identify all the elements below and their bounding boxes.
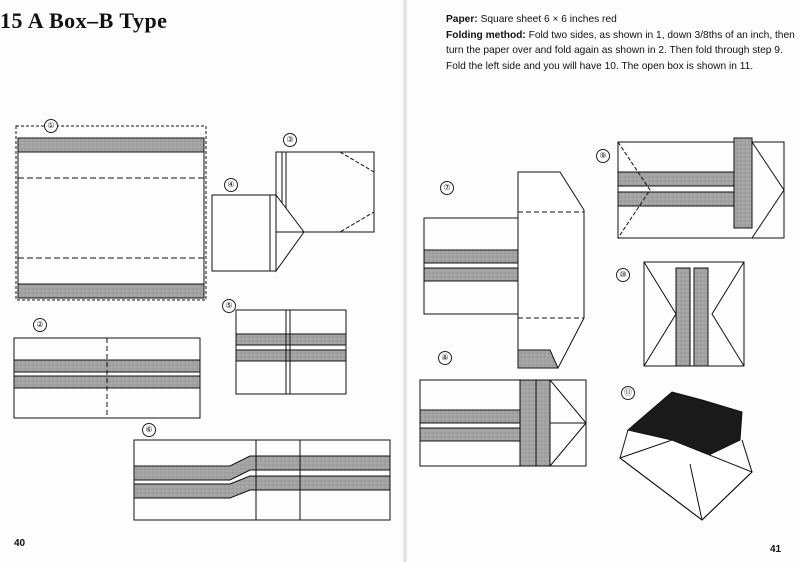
step-marker-2: ② bbox=[33, 318, 47, 332]
diagram-step-10 bbox=[644, 262, 744, 366]
step-marker-6: ⑥ bbox=[142, 423, 156, 437]
diagram-step-9 bbox=[618, 138, 784, 238]
diagram-step-1 bbox=[16, 126, 206, 300]
diagram-step-7 bbox=[424, 172, 584, 368]
method-text: Fold two sides, as shown in 1, down 3/8ths of an inch, then turn the paper over and fold again as shown in 2. Then fold through step 9. Fold the left side and you will have 10. The open box is shown in 11. bbox=[446, 29, 795, 72]
page-number-left: 40 bbox=[14, 538, 26, 549]
diagram-step-8 bbox=[420, 380, 586, 466]
step-marker-11: ⑪ bbox=[621, 386, 635, 400]
paper-label: Paper: bbox=[446, 14, 478, 25]
step-marker-1: ① bbox=[44, 119, 58, 133]
step-marker-9: ⑨ bbox=[596, 149, 610, 163]
page-title: 15 A Box–B Type bbox=[0, 8, 168, 33]
step-marker-3: ③ bbox=[283, 133, 297, 147]
page-number-right: 41 bbox=[770, 544, 782, 555]
diagram-step-6 bbox=[134, 440, 390, 520]
step-marker-4: ④ bbox=[224, 178, 238, 192]
step-marker-8: ⑧ bbox=[438, 351, 452, 365]
method-label: Folding method: bbox=[446, 29, 526, 41]
diagram-step-4 bbox=[212, 195, 304, 271]
step-marker-10: ⑩ bbox=[616, 268, 630, 282]
step-marker-7: ⑦ bbox=[440, 181, 454, 195]
step-marker-5: ⑤ bbox=[222, 299, 236, 313]
paper-value: Square sheet 6 × 6 inches red bbox=[480, 14, 617, 25]
diagram-step-2 bbox=[14, 338, 200, 418]
diagram-step-11 bbox=[620, 392, 752, 520]
diagram-step-5 bbox=[236, 310, 346, 394]
